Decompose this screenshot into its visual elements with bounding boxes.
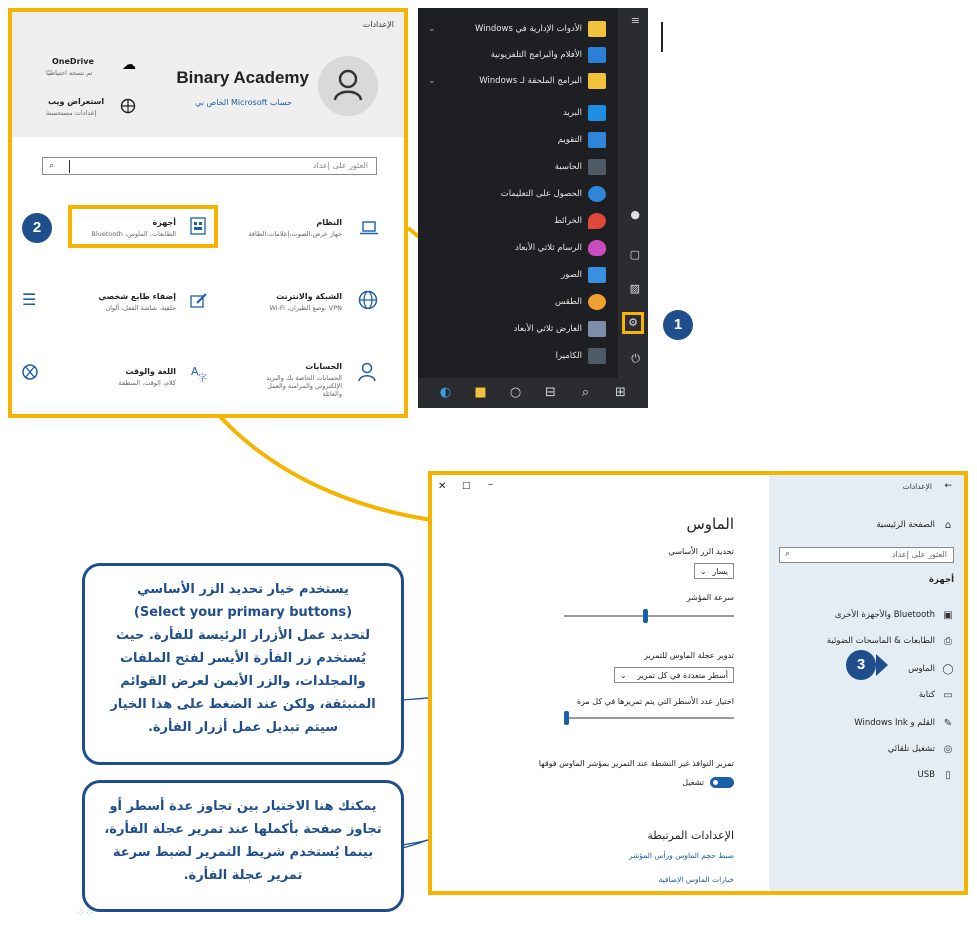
pen-icon — [190, 292, 208, 312]
window-title: الإعدادات — [362, 20, 394, 29]
start-app-item[interactable]: الأدوات الإدارية في Windows — [475, 18, 606, 40]
sidebar-item-mouse[interactable]: ◯ الماوس — [908, 663, 954, 675]
tile-network-subtitle: VPN ،وضع الطيران، Wi-Fi — [269, 304, 342, 312]
usb-icon: ▯ — [945, 769, 951, 781]
minimize-icon[interactable]: – — [488, 479, 493, 490]
folder-icon[interactable]: ■ — [474, 385, 487, 400]
list-icon: ☰ — [22, 290, 37, 309]
inactive-scroll-toggle-row — [682, 777, 734, 788]
search-placeholder: العثور على إعداد — [312, 161, 368, 170]
sidebar-item-autoplay[interactable]: ◎ تشغيل تلقائي — [887, 743, 953, 755]
start-app-item[interactable]: العارض ثلاثي الأبعاد — [514, 318, 606, 340]
tile-accounts-subtitle: الحسابات الخاصة بك والبريد الإلكتروني والمزامنة والعمل والعائلة — [266, 374, 342, 398]
tile-language-subtitle: كلام، الوقت، المنطقة — [118, 379, 176, 387]
home-icon: ⌂ — [944, 519, 952, 531]
search-icon[interactable]: ⌕ — [581, 385, 590, 400]
onedrive-title[interactable]: OneDrive — [52, 57, 94, 66]
step-badge-1: 1 — [663, 310, 693, 340]
maximize-icon[interactable]: □ — [462, 481, 471, 491]
printer-icon: ⎙ — [944, 635, 952, 647]
lines-label: اختيار عدد الأسطر التي يتم تمريرها في كل مرة — [576, 697, 734, 706]
start-app-item[interactable]: الحصول على التعليمات — [501, 183, 606, 205]
tile-devices-subtitle: الطابعات، الماوس، Bluetooth — [91, 230, 176, 238]
language-icon — [190, 364, 208, 386]
user-icon[interactable]: ● — [630, 208, 640, 221]
start-app-item[interactable]: الطقس — [555, 291, 606, 313]
sidebar-item-bluetooth[interactable]: ▣ Bluetooth والأجهزة الأخرى — [834, 609, 953, 621]
search-input[interactable]: ⌕ العثور على إعداد — [779, 547, 954, 563]
start-app-item[interactable]: الصور — [561, 264, 606, 286]
section-devices: أجهزة — [929, 575, 954, 585]
step-badge-3: 3 — [846, 650, 876, 680]
mouse-settings-window — [428, 471, 968, 895]
pictures-icon[interactable]: ▨ — [629, 282, 640, 295]
svg-text:字: 字 — [198, 374, 208, 382]
gear-icon[interactable]: ⚙ — [622, 312, 644, 334]
callout-primary-button — [82, 563, 404, 765]
person-icon — [332, 68, 364, 102]
callout-scroll-wheel — [82, 780, 404, 912]
lines-track — [564, 717, 734, 719]
chevron-down-icon: ⌄ — [700, 566, 707, 576]
close-icon[interactable]: ✕ — [438, 481, 447, 492]
scroll-wheel-label: تدوير عجلة الماوس للتمرير — [644, 651, 734, 660]
sidebar-item-typing[interactable]: ▭ كتابة — [918, 689, 953, 701]
primary-button-label: تحديد الزر الأساسي — [668, 547, 734, 556]
windows-start-icon[interactable]: ⊞ — [615, 385, 626, 400]
web-browsing-subtitle: إعدادات مستحسنة — [46, 109, 97, 117]
callout-bottom-body: يمكنك هنا الاختيار بين تجاوز عدة أسطر أو تجاوز صفحة بأكملها عند تمرير عجلة الفأرة، بينما يُستخدم شريط التمرير لضبط سرعة تمرير عجلة الفأرة. — [104, 799, 382, 883]
start-menu — [418, 8, 648, 408]
hamburger-icon[interactable]: ≡ — [630, 14, 640, 27]
keyboard-icon: ▭ — [943, 689, 953, 701]
inactive-scroll-toggle[interactable] — [710, 777, 734, 788]
cursor-speed-slider[interactable] — [643, 609, 648, 623]
pen-icon: ✎ — [943, 717, 953, 729]
sidebar-item-pen[interactable]: ✎ القلم و Windows Ink — [854, 717, 953, 729]
account-name: Binary Academy — [176, 68, 309, 87]
tile-network-title[interactable]: الشبكة والانترنت — [276, 292, 342, 301]
start-app-item[interactable]: البرامج الملحقة لـ Windows — [479, 70, 606, 92]
bluetooth-device-icon: ▣ — [943, 609, 953, 621]
web-browsing-title[interactable]: استعراض ويب — [48, 97, 105, 106]
inactive-scroll-label: تمرير النوافذ غير النشطة عند التمرير بمؤشر الماوس فوقها — [538, 759, 734, 768]
cursor-speed-track — [564, 615, 734, 617]
sidebar-home[interactable]: ⌂ الصفحة الرئيسية — [876, 517, 954, 533]
account-link[interactable]: حساب Microsoft الخاص بي — [195, 98, 292, 107]
decorative-dots: ⁘⁘ — [76, 908, 95, 919]
task-view-icon[interactable]: ⊟ — [545, 385, 556, 400]
laptop-icon — [360, 220, 378, 239]
taskbar — [418, 378, 648, 408]
sidebar-item-usb[interactable]: ▯ USB — [918, 767, 954, 783]
start-app-item[interactable]: الأفلام والبرامج التلفزيونية — [491, 44, 606, 66]
edge-icon[interactable]: ◐ — [439, 385, 452, 400]
window-title: الإعدادات — [902, 482, 932, 491]
sidebar-item-printers[interactable]: ⎙ الطابعات & الماسحات الضوئية — [826, 635, 952, 647]
autoplay-icon: ◎ — [943, 743, 953, 755]
cortana-icon[interactable]: ○ — [509, 385, 522, 400]
cursor-speed-label: سرعة المؤشر — [686, 593, 734, 602]
lines-slider[interactable] — [564, 711, 569, 725]
start-app-item[interactable]: البريد — [563, 102, 606, 124]
xbox-icon — [22, 364, 38, 384]
tile-accounts-title[interactable]: الحسابات — [305, 362, 342, 371]
tile-system-subtitle: جهاز عرض،الصوت،إعلامات،الطاقة — [248, 230, 342, 238]
start-app-item[interactable]: الرسام ثلاثي الأبعاد — [515, 237, 606, 259]
scroll-wheel-dropdown[interactable]: أسطر متعددة في كل تمرير ⌄ — [614, 667, 734, 683]
tile-language-title[interactable]: اللغة والوقت — [125, 367, 176, 376]
related-link-options[interactable]: خيارات الماوس الإضافية — [658, 875, 734, 884]
start-app-item[interactable]: التقويم — [558, 129, 606, 151]
callout-top-bold: تحديد الزر الأساسي — [137, 582, 263, 597]
toggle-label: تشغيل — [682, 778, 704, 787]
devices-highlight-box — [68, 205, 218, 248]
tile-system-title[interactable]: النظام — [316, 218, 342, 227]
start-app-item[interactable]: الخرائط — [554, 210, 606, 232]
callout-top-prefix: يستخدم خيار — [262, 582, 349, 597]
start-app-item[interactable]: الكاميرا — [556, 345, 606, 367]
related-link-size[interactable]: ضبط حجم الماوس ورأس المؤشر — [628, 851, 734, 860]
onedrive-subtitle: تم نسخه احتياطيًا — [46, 69, 93, 77]
document-icon[interactable]: ▢ — [629, 248, 640, 261]
mouse-icon: ◯ — [942, 663, 954, 675]
search-input[interactable] — [42, 157, 377, 175]
search-icon: ⌕ — [49, 161, 55, 171]
callout-top-english: (Select your primary buttons) — [133, 605, 353, 620]
badge-pointer — [876, 654, 890, 676]
tile-personalization-title[interactable]: إضفاء طابع شخصي — [98, 292, 176, 301]
globe-icon — [358, 290, 378, 314]
tile-devices-title[interactable]: أجهزة — [152, 218, 176, 227]
settings-sidebar — [769, 475, 964, 891]
globe-icon — [120, 98, 136, 118]
back-arrow-icon[interactable]: ← — [944, 481, 952, 491]
avatar[interactable] — [318, 56, 378, 116]
person-icon — [358, 362, 376, 386]
search-icon: ⌕ — [785, 549, 791, 559]
svg-text:A: A — [191, 365, 199, 378]
related-settings-title: الإعدادات المرتبطة — [647, 829, 734, 842]
callout-top-body: لتحديد عمل الأزرار الرئيسة للفأرة. حيث يُستخدم زر الفأرة الأيسر لفتح الملفات والمجلدات، والزر الأيمن لعرض القوائم المنبثقة، ولكن عند الضغط على هذا الخيار سيتم تبديل عمل أزرار الفأرة. — [110, 628, 376, 735]
chevron-down-icon[interactable]: ⌄ — [428, 24, 436, 34]
tile-personalization-subtitle: خلفية، شاشة القفل، ألوان — [105, 304, 176, 312]
start-app-item[interactable]: الحاسبة — [555, 156, 606, 178]
text-cursor — [661, 22, 663, 52]
primary-button-dropdown[interactable]: يسار ⌄ — [694, 563, 734, 579]
chevron-down-icon: ⌄ — [620, 670, 627, 680]
page-title: الماوس — [686, 515, 734, 533]
power-icon[interactable]: ⏻ — [631, 352, 640, 365]
settings-home-window — [8, 8, 408, 418]
step-badge-2: 2 — [22, 213, 52, 243]
chevron-down-icon[interactable]: ⌄ — [428, 76, 436, 86]
cloud-icon: ☁ — [122, 57, 136, 73]
